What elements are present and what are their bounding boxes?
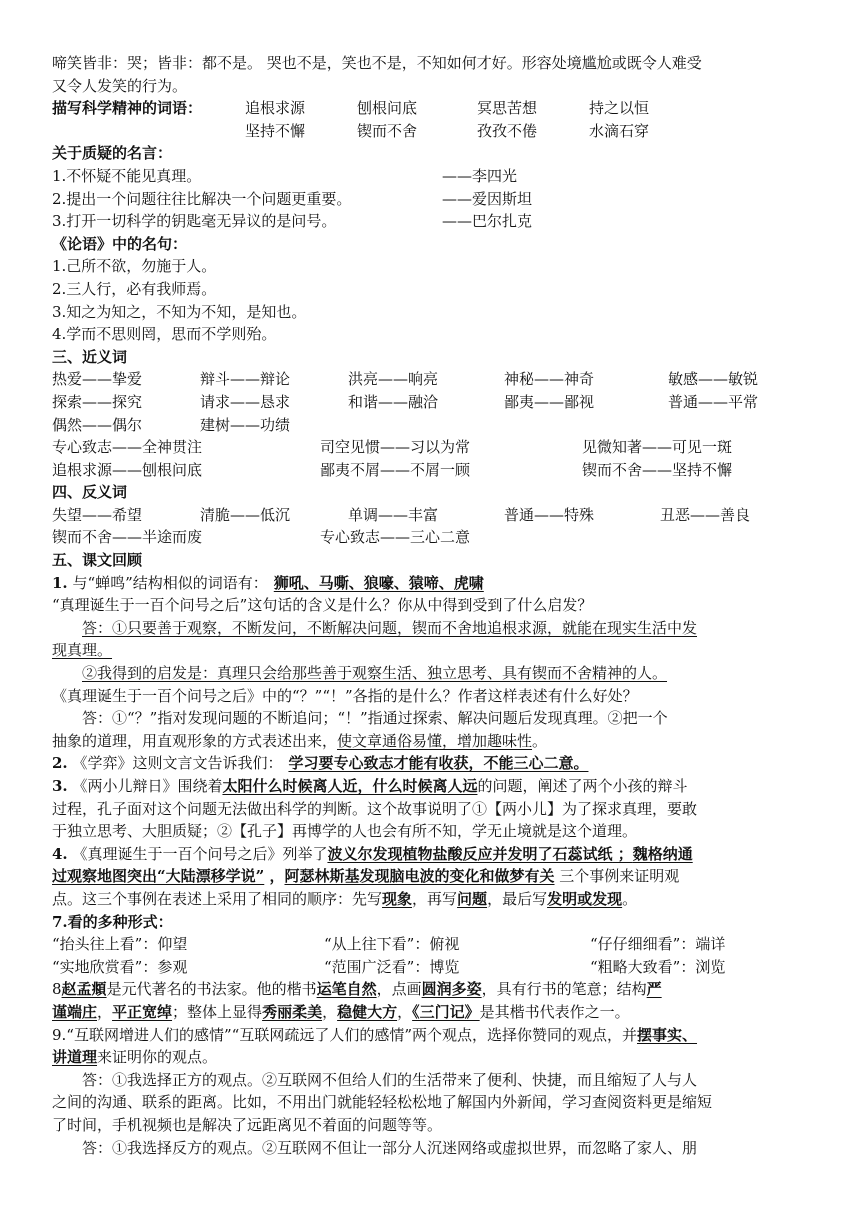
question-text: ，: [97, 1002, 113, 1021]
quote-text: 3.打开一切科学的钥匙毫无异议的是问号。: [52, 212, 337, 231]
antonym-pair: 普通——特殊: [504, 505, 595, 524]
question-text: 点。这三个事例在表述上采用了相同的顺序：先写: [52, 889, 383, 908]
science-word: 坚持不懈: [245, 121, 306, 140]
question-4: [52, 843, 812, 866]
quote-author: ——巴尔扎克: [442, 212, 533, 231]
quote-text: 1.不怀疑不能见真理。: [52, 166, 202, 185]
quote-author: ——爱因斯坦: [442, 189, 533, 208]
answer-line: 之间的沟通、联系的距离。比如，不用出门就能轻轻松松地了解国内外新闻，学习查阅资料更是缩短: [52, 1093, 713, 1112]
answer-text: 赵孟頫: [61, 980, 107, 999]
answer-text: 圆润多姿: [421, 980, 482, 999]
answer-text: 狮吼、马嘶、狼嚎、猿啼、虎啸: [273, 573, 484, 592]
synonym-pair: 探索——探究: [52, 392, 143, 411]
question-text: 《真理诞生于一百个问号之后》列举了: [67, 844, 328, 863]
synonym-pair: 鄙夷不屑——不屑一顾: [320, 460, 471, 479]
answer-text: 魏格纳通: [632, 844, 693, 863]
answer-text: 太阳什么时候离人近，什么时候离人远: [222, 777, 478, 795]
science-word: 刨根问底: [357, 99, 418, 118]
question-number: 8: [52, 980, 62, 999]
intro-line-2: [52, 75, 812, 98]
answer-text: ，: [264, 867, 285, 886]
question-number: 1.: [52, 573, 68, 592]
look-forms-row-1: [52, 933, 812, 956]
answer-text: 运笔自然: [316, 980, 377, 999]
question-text: 来证明你的观点。: [97, 1048, 218, 1067]
synonyms-row-1: [52, 368, 812, 391]
question-number: 2.: [52, 754, 68, 773]
question-1: [52, 572, 812, 595]
question-text: 是元代著名的书法家。他的楷书: [106, 980, 317, 999]
antonyms-row-1: [52, 504, 812, 527]
answer-text: 发明或发现: [547, 889, 623, 908]
idiom-explanation-cont: 又令人发笑的行为。: [52, 76, 188, 95]
worksheet-page: [52, 52, 812, 1159]
answer-line: ②我得到的启发是：真理只会给那些善于观察生活、独立思考、具有锲而不舍精神的人。: [82, 664, 668, 683]
answer-text: 《三门记》: [412, 1002, 480, 1021]
answer-line: 现真理。: [52, 641, 113, 660]
lunyu-item: 1.己所不欲，勿施于人。: [52, 257, 217, 276]
question-9-line-2: [52, 1046, 812, 1069]
look-form: “从上往下看”：俯视: [324, 935, 460, 954]
answer-text: 抽象的道理，用直观形象的方式表述出来，: [52, 731, 338, 750]
answer-line: [52, 730, 812, 753]
look-form: “粗略大致看”：浏览: [590, 957, 726, 976]
synonym-pair: 热爱——挚爱: [52, 370, 143, 389]
doubt-quotes-title: 关于质疑的名言：: [52, 144, 173, 163]
science-word: 冥思苦想: [477, 99, 538, 118]
science-words-label: 描写科学精神的词语：: [52, 99, 203, 118]
question-4-line-3: [52, 888, 812, 911]
synonym-pair: 锲而不舍——坚持不懈: [582, 460, 733, 479]
synonym-pair: 和谐——融洽: [348, 392, 439, 411]
answer-text: 。: [532, 731, 548, 750]
look-form: “仔仔细细看”：端详: [590, 935, 726, 954]
look-form: “抬头往上看”：仰望: [52, 935, 188, 954]
question-3: [52, 775, 812, 798]
antonym-pair: 单调——丰富: [348, 505, 439, 524]
question-text: ，最后写: [487, 889, 548, 908]
synonyms-title: 三、近义词: [52, 347, 128, 366]
answer-text: 过观察地图突出“大陆漂移学说”: [52, 867, 265, 886]
answer-line: 答：①我选择正方的观点。②互联网不但给人们的生活带来了便利、快捷，而且缩短了人与人: [82, 1070, 698, 1089]
antonyms-title: 四、反义词: [52, 483, 128, 502]
antonym-pair: 失望——希望: [52, 505, 143, 524]
synonyms-row-3: [52, 414, 812, 437]
look-form: “实地欣赏看”：参观: [52, 957, 188, 976]
answer-text: 摆事实、: [637, 1025, 698, 1044]
answer-text: 谨端庄: [52, 1002, 98, 1021]
quote-text: 2.提出一个问题往往比解决一个问题更重要。: [52, 189, 352, 208]
synonym-pair: 洪亮——响亮: [348, 370, 439, 389]
synonym-pair: 司空见惯——习以为常: [320, 438, 471, 457]
synonym-pair: 辩斗——辩论: [200, 370, 291, 389]
answer-line: 答：①我选择反方的观点。②互联网不但让一部分人沉迷网络或虚拟世界，而忽略了家人、朋: [82, 1138, 698, 1157]
synonym-pair: 见微知著——可见一斑: [582, 438, 733, 457]
lunyu-item: 4.学而不思则罔，思而不学则殆。: [52, 325, 277, 344]
question-4-line-2: [52, 865, 812, 888]
question-text: ；整体上显得: [172, 1002, 263, 1021]
question-2: [52, 752, 812, 775]
antonym-pair: 清脆——低沉: [200, 505, 291, 524]
answer-text: 阿瑟林斯基发现脑电波的变化和做梦有关: [284, 867, 555, 886]
question-number: 3.: [52, 777, 68, 795]
answer-text: 现象: [382, 889, 413, 908]
answer-line: 了时间，手机视频也是解决了远距离见不着面的问题等等。: [52, 1115, 443, 1134]
science-words-row-2: [52, 120, 812, 143]
question-number: 4.: [52, 844, 68, 863]
synonym-pair: 建树——功绩: [200, 415, 291, 434]
review-title: 五、课文回顾: [52, 551, 143, 570]
synonym-pair: 普通——平常: [668, 392, 759, 411]
look-forms-row-2: [52, 956, 812, 979]
antonyms-row-2: [52, 526, 812, 549]
question-text: 是其楷书代表作之一。: [479, 1002, 630, 1021]
question-3-line-2: 过程，孔子面对这个问题无法做出科学的判断。这个故事说明了①【两小儿】为了探求真理，要敢: [52, 799, 698, 818]
synonym-pair: 神秘——神奇: [504, 370, 595, 389]
lunyu-item: 2.三人行，必有我师焉。: [52, 279, 217, 298]
answer-text: 学习要专心致志才能有收获，不能三心二意。: [288, 754, 589, 773]
question-1c: 《真理诞生于一百个问号之后》中的“？”“！”各指的是什么？作者这样表述有什么好处？: [52, 686, 638, 705]
question-text: 《学弈》这则文言文告诉我们：: [67, 754, 283, 773]
synonym-pair: 专心致志——全神贯注: [52, 438, 203, 457]
answer-text: 波义尔发现植物盐酸反应并发明了石蕊试纸: [327, 844, 613, 863]
antonym-pair: 锲而不舍——半途而废: [52, 528, 203, 547]
question-text: 与“蝉鸣”结构相似的词语有：: [67, 573, 268, 592]
answer-text: 讲道理: [52, 1048, 98, 1067]
question-text: 三个事例来证明观: [554, 867, 680, 886]
antonym-pair: 丑恶——善良: [660, 505, 751, 524]
question-text: ，具有行书的笔意；结构: [481, 980, 647, 999]
question-text: 的问题，阐述了两个小孩的辩斗: [477, 777, 688, 795]
question-3-line-3: 于独立思考、大胆质疑；②【孔子】再博学的人也会有所不知，学无止境就是这个道理。: [52, 822, 638, 841]
intro-line-1: [52, 52, 812, 75]
antonym-pair: 专心致志——三心二意: [320, 528, 471, 547]
synonyms-row-4: [52, 436, 812, 459]
question-text: ，点画: [376, 980, 422, 999]
science-word: 水滴石穿: [589, 121, 650, 140]
answer-text: ；: [612, 844, 633, 863]
synonym-pair: 鄙夷——鄙视: [504, 392, 595, 411]
synonym-pair: 敏感——敏锐: [668, 370, 759, 389]
quote-item: [52, 165, 812, 188]
question-1b: “真理诞生于一百个问号之后”这句话的含义是什么？你从中得到受到了什么启发？: [52, 596, 593, 615]
lunyu-title: 《论语》中的名句：: [52, 234, 188, 253]
lunyu-item: 3.知之为知之，不知为不知，是知也。: [52, 302, 307, 321]
question-8-line-2: [52, 1001, 812, 1024]
question-text: ，再写: [412, 889, 458, 908]
synonym-pair: 偶然——偶尔: [52, 415, 143, 434]
question-9: [52, 1024, 812, 1047]
answer-underlined: 使文章通俗易懂，增加趣味性: [337, 731, 533, 750]
science-words-row-1: [52, 97, 812, 120]
science-word: 锲而不舍: [357, 121, 418, 140]
question-text: ，: [322, 1002, 338, 1021]
question-text: 。: [622, 889, 638, 908]
idiom-explanation: 啼笑皆非：哭；皆非：都不是。 哭也不是，笑也不是，不知如何才好。形容处境尴尬或既令人难受: [52, 54, 702, 72]
answer-line: 答：①“？”指对发现问题的不断追问；“！”指通过探索、解决问题后发现真理。②把一个: [82, 709, 668, 728]
answer-text: 稳健大方: [337, 1002, 398, 1021]
answer-line: 答：①只要善于观察，不断发问，不断解决问题，锲而不舍地追根求源，就能在现实生活中发: [82, 618, 698, 637]
quote-item: [52, 188, 812, 211]
science-word: 孜孜不倦: [477, 121, 538, 140]
quote-author: ——李四光: [442, 166, 518, 185]
question-8: [52, 978, 812, 1001]
answer-text: 问题: [457, 889, 488, 908]
quote-item: [52, 210, 812, 233]
question-7-title: 7.看的多种形式：: [52, 912, 173, 931]
science-word: 追根求源: [245, 99, 306, 118]
synonyms-row-2: [52, 391, 812, 414]
answer-text: 平正宽绰: [112, 1002, 173, 1021]
synonym-pair: 追根求源——刨根问底: [52, 460, 203, 479]
science-word: 持之以恒: [589, 99, 650, 118]
synonyms-row-5: [52, 459, 812, 482]
question-text: 《两小儿辩日》围绕着: [67, 777, 223, 795]
answer-text: 秀丽柔美: [262, 1002, 323, 1021]
answer-text: 严: [646, 980, 662, 999]
synonym-pair: 请求——恳求: [200, 392, 291, 411]
question-text: ，: [397, 1002, 413, 1021]
look-form: “范围广泛看”：博览: [324, 957, 460, 976]
question-text: 9.“互联网增进人们的感情”“互联网疏远了人们的感情”两个观点，选择你赞同的观点，并: [52, 1025, 637, 1044]
